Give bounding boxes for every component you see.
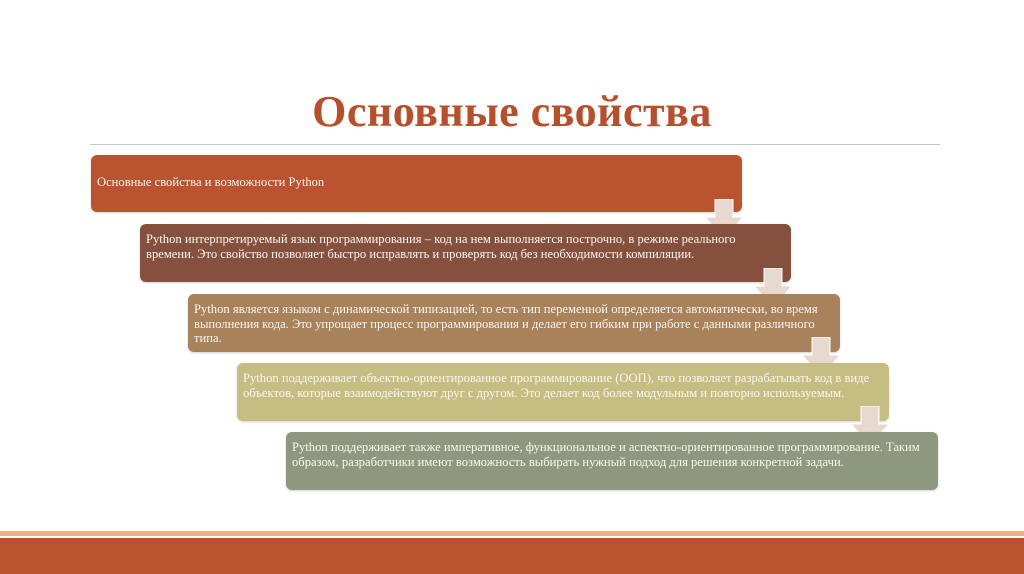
- process-step-1-text: Основные свойства и возможности Python: [97, 175, 325, 190]
- process-step-5: [286, 432, 938, 490]
- process-step-4: [237, 363, 889, 421]
- title-divider: [90, 144, 940, 145]
- process-step-3-text: Python является языком с динамической типизацией, то есть тип переменной определяется автоматически, во время выполнения кода. Это упрощает процесс программирования и делает его гибким при работе с данными различного типа.: [194, 302, 818, 346]
- process-step-3: [188, 294, 840, 352]
- process-step-2-text: Python интерпретируемый язык программирования – код на нем выполняется построчно, в режиме реального времени. Это свойство позволяет быстро исправлять и проверять код без необходимости компиляции.: [146, 232, 736, 261]
- process-step-1: [91, 155, 742, 212]
- process-step-4-text: Python поддерживает объектно-ориентированное программирование (ООП), что позволяет разрабатывать код в виде объектов, которые взаимодействуют друг с другом. Это делает код более модульным и повторно используемым.: [243, 371, 870, 400]
- footer-accent-line: [0, 531, 1024, 536]
- process-step-5-text: Python поддерживает также императивное, функциональное и аспектно-ориентированное программирование. Таким образом, разработчики имеют возможность выбирать нужный подход для решения конкретной задачи.: [292, 440, 920, 469]
- process-step-2: [140, 224, 791, 282]
- footer-bar: [0, 538, 1024, 574]
- slide-title: Основные свойства: [312, 87, 712, 136]
